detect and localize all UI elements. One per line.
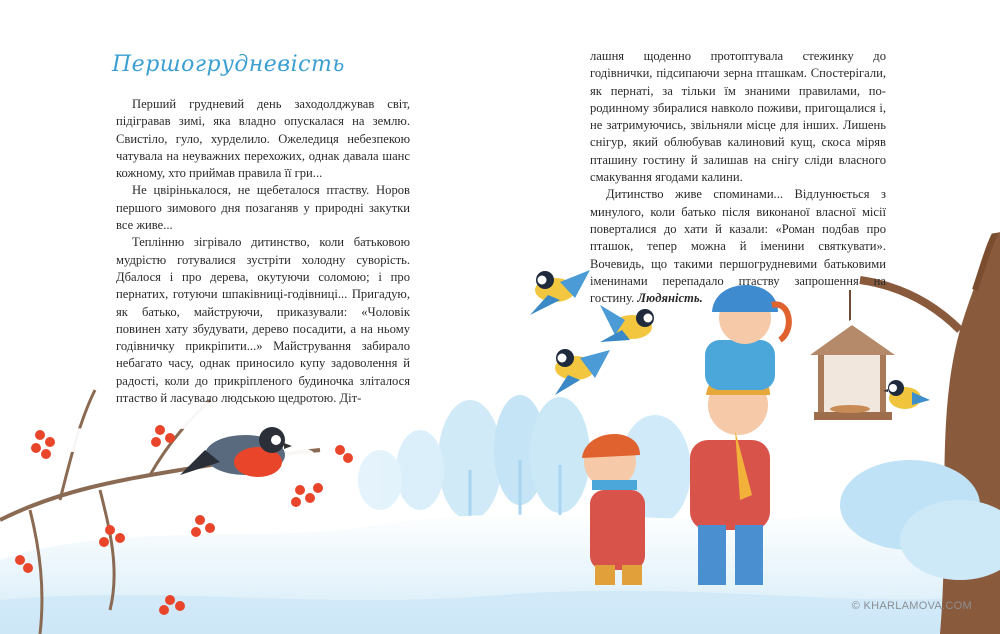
text-column-right — [590, 48, 886, 307]
page-title: Першогрудневість — [112, 52, 345, 77]
copyright-notice: © KHARLAMOVA.COM — [851, 600, 972, 612]
paragraph-4 — [590, 186, 886, 307]
paragraph-1: Перший грудневий день заходолджував світ, підігравав зимі, яка владно опускалася на землю. Свистіло, гуло, хурделило. Ожеледиця небезпекою чатувала на неуважних перехожих, однак давала шанс кожному, хто приймав правила її гри... — [116, 97, 410, 181]
paragraph-2: Не цвірінькалося, не щебеталося птаству. Норов першого зимового дня позаганяв у природні закутки все живе... — [116, 183, 410, 233]
moral-word: Людяність. — [637, 291, 703, 306]
tit-bird-icon — [883, 380, 930, 409]
paragraph-3: Теплінню зігрівало дитинство, коли батьковою мудрістю готувалися зустріти холодну суворість. Дбалося і про дерева, окутуючи соломою; і про пернатих, готуючи шпаківниці-годівниці... Пригадую, як батько, майструючи, приказували: «Чоловік повинен хату збудувати, дерево посадити, а на ньому годівничку прикріпити...» Майстрування забирало небагато часу, однак приносило купу задоволення й радості, коли до прикріпленого будиночка зліталося птаство й ласувало людською щедротою. Діт- — [116, 235, 410, 406]
paragraph-3-continued: лашня щоденно протоптувала стежинку до годівнички, підсипаючи зерна пташкам. Спостерігали, як пернаті, за тільки їм знаними правилами, по-родинному збиралися навколо поживи, пригощалися і, не затримуючись, звільняли місце для інших. Лишень снігур, який облюбував калиновий кущ, скоса міряв пташину гостину й залишав на снігу сліди власного смакування ягодами калини. — [590, 49, 886, 185]
paragraph-4-text: Дитинство живе споминами... Відлунюється з минулого, коли батько після виконаної власної місії поверталися до хати й казали: «Роман подбав про пташок, тепер можна й іменини святкувати». Вочевидь, що такими першогрудневими батьковими іменинами перепадало птаству запрошення на гостину. — [590, 187, 886, 306]
bullfinch-icon — [180, 427, 292, 477]
text-column-left — [116, 96, 410, 407]
flying-tit-2 — [600, 305, 654, 342]
flying-tit-3 — [555, 349, 610, 395]
flying-tit-1 — [530, 270, 590, 315]
bird-feeder-icon — [808, 290, 897, 420]
